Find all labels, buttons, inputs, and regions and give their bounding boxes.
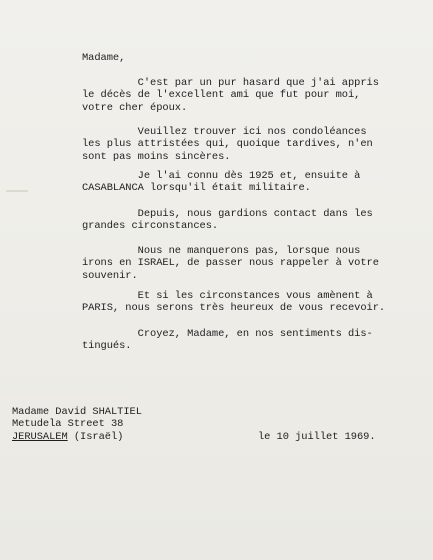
paragraph-condolence-discovery: C'est par un pur hasard que j'ai appris le décès de l'excellent ami que fut pour moi, votre cher époux.: [82, 77, 379, 114]
paper-smudge: [6, 190, 28, 192]
letter-date: le 10 juillet 1969.: [258, 431, 376, 443]
recipient-street: Metudela Street 38: [12, 418, 124, 431]
salutation: Madame,: [82, 52, 126, 64]
recipient-country: (Israël): [67, 430, 124, 443]
paragraph-contact: Depuis, nous gardions contact dans les grandes circonstances.: [82, 208, 373, 233]
paragraph-acquaintance: Je l'ai connu dès 1925 et, ensuite à CASABLANCA lorsqu'il était militaire.: [82, 170, 361, 195]
recipient-name: Madame David SHALTIEL: [12, 406, 142, 418]
paragraph-invite-paris: Et si les circonstances vous amènent à PARIS, nous serons très heureux de vous recevoir.: [82, 290, 386, 315]
paragraph-condolences: Veuillez trouver ici nos condoléances les plus attristées qui, quoique tardives, n'en sont pas moins sincères.: [82, 126, 373, 163]
paragraph-visit-israel: Nous ne manquerons pas, lorsque nous irons en ISRAEL, de passer nous rappeler à votre souvenir.: [82, 245, 379, 282]
recipient-address: [12, 406, 142, 443]
recipient-city: JERUSALEM: [12, 430, 68, 443]
paragraph-closing: Croyez, Madame, en nos sentiments dis- tingués.: [82, 328, 373, 353]
